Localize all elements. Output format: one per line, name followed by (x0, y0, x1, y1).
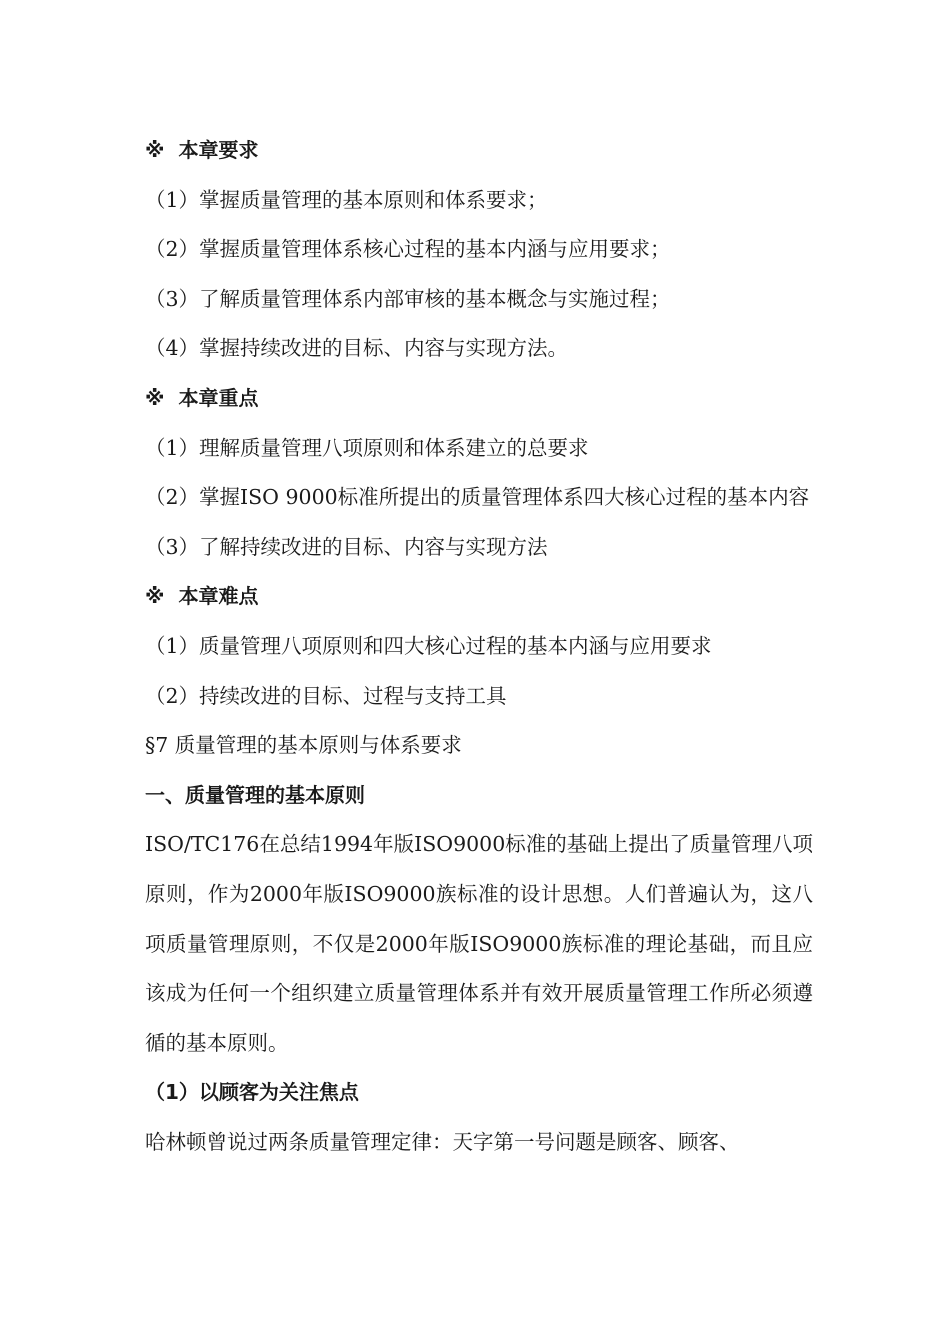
reference-mark-icon: ※ (145, 385, 165, 410)
requirements-heading (145, 126, 813, 176)
principle-1-heading: （1）以顾客为关注焦点 (145, 1080, 359, 1105)
key-points-heading (145, 374, 813, 424)
requirement-item-3: （3）了解质量管理体系内部审核的基本概念与实施过程； (145, 286, 671, 311)
reference-mark-icon: ※ (145, 138, 165, 162)
requirements-heading-text: 本章要求 (178, 138, 259, 162)
intro-paragraph: ISO/TC176在总结1994年版ISO9000标准的基础上提出了质量管理八项原则，作为2000年版ISO9000族标准的设计思想。人们普遍认为，这八项质量管理原则，不仅是2000年版ISO9000族标准的理论基础，而且应该成为任何一个组织建立质量管理体系并有效开展质量管理工作所必须遵循的基本原则。 (145, 832, 813, 1055)
requirement-item-1: （1）掌握质量管理的基本原则和体系要求； (145, 187, 548, 212)
key-points-heading-text: 本章重点 (178, 385, 259, 410)
requirement-item-2: （2）掌握质量管理体系核心过程的基本内涵与应用要求； (145, 237, 671, 262)
key-point-item-3: （3）了解持续改进的目标、内容与实现方法 (145, 534, 548, 559)
page-content (145, 126, 813, 1167)
difficulty-item-1: （1）质量管理八项原则和四大核心过程的基本内涵与应用要求 (145, 633, 712, 658)
requirement-item-4: （4）掌握持续改进的目标、内容与实现方法。 (145, 336, 569, 361)
difficulties-heading-text: 本章难点 (178, 584, 259, 609)
section-title: §7 质量管理的基本原则与体系要求 (145, 733, 462, 758)
reference-mark-icon: ※ (145, 584, 165, 609)
part-heading: 一、质量管理的基本原则 (145, 782, 365, 807)
difficulty-item-2: （2）持续改进的目标、过程与支持工具 (145, 683, 507, 708)
key-point-item-2: （2）掌握ISO 9000标准所提出的质量管理体系四大核心过程的基本内容 (145, 485, 810, 510)
difficulties-heading (145, 572, 813, 622)
principle-1-text: 哈林顿曾说过两条质量管理定律：天字第一号问题是顾客、顾客、 (145, 1129, 740, 1154)
key-point-item-1: （1）理解质量管理八项原则和体系建立的总要求 (145, 435, 589, 460)
